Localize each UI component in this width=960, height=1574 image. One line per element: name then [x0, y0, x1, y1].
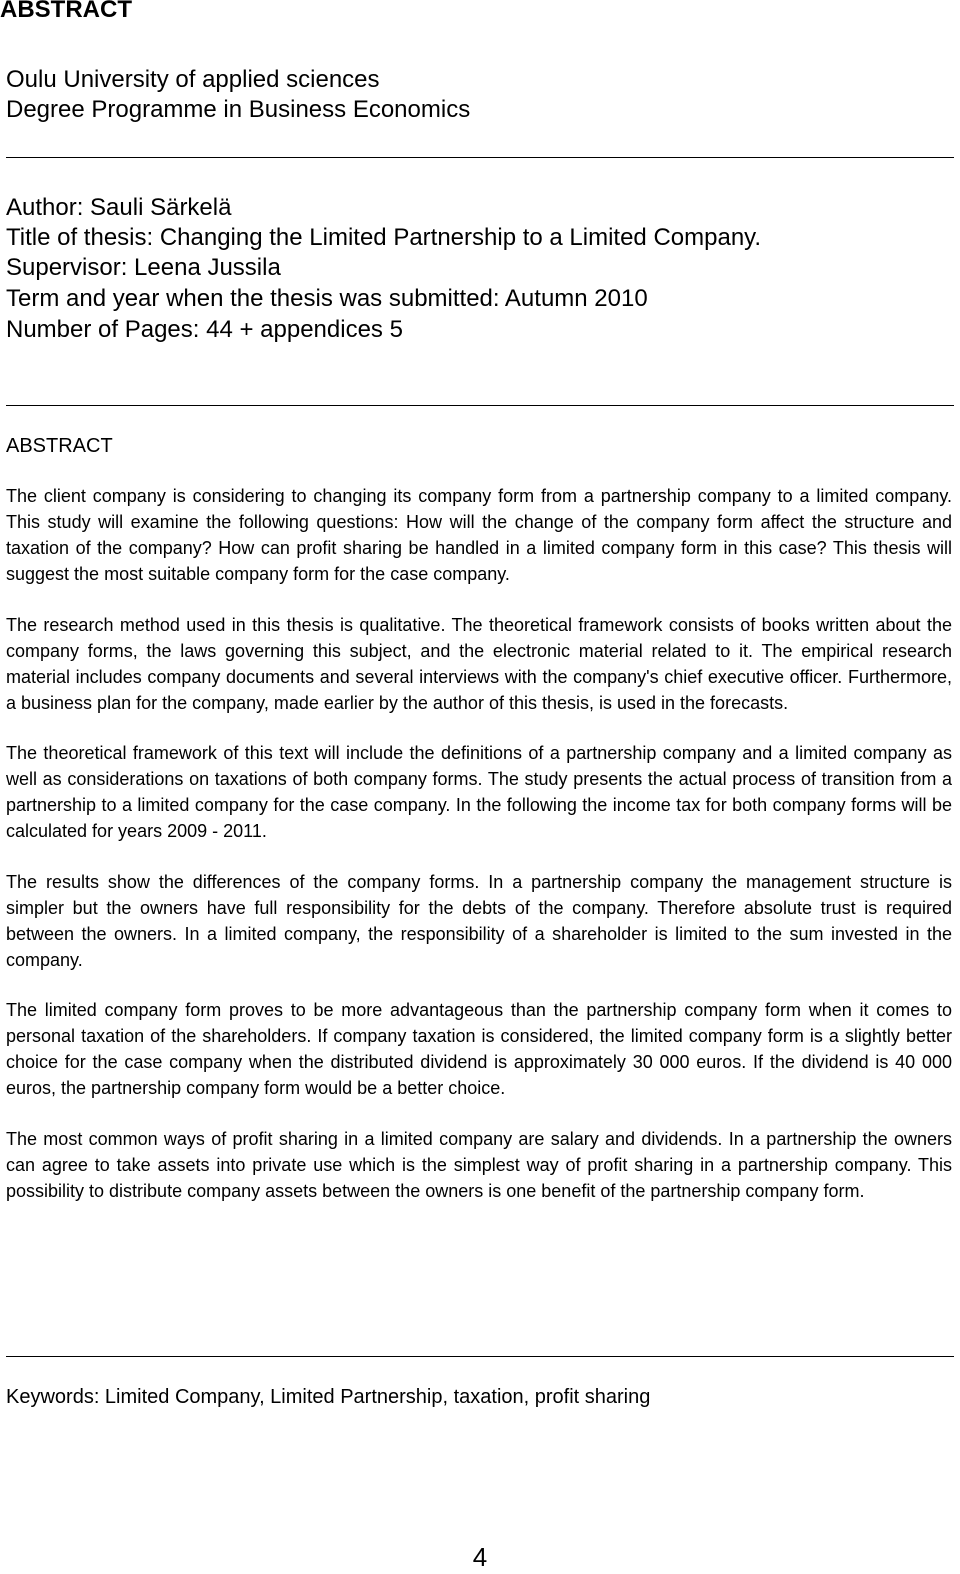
abstract-paragraph-1: The client company is considering to changing its company form from a partnership company to a limited company. This study will examine the following questions: How will the change of the company form affect the structure and taxation of the company? How can profit sharing be handled in a limited company form in this case? This thesis will suggest the most suitable company form for the case company. — [6, 486, 952, 584]
thesis-term: Term and year when the thesis was submitted: Autumn 2010 — [6, 285, 648, 312]
page-heading: ABSTRACT — [0, 0, 132, 23]
institution-school: Oulu University of applied sciences — [6, 66, 380, 93]
divider-top — [6, 157, 954, 158]
institution-programme: Degree Programme in Business Economics — [6, 96, 471, 123]
abstract-label: ABSTRACT — [6, 435, 113, 457]
keywords-line: Keywords: Limited Company, Limited Partnership, taxation, profit sharing — [6, 1386, 651, 1408]
thesis-supervisor: Supervisor: Leena Jussila — [6, 254, 281, 281]
thesis-title: Title of thesis: Changing the Limited Partnership to a Limited Company. — [6, 224, 762, 251]
abstract-paragraph-4: The results show the differences of the company forms. In a partnership company the management structure is simpler but the owners have full responsibility for the debts of the company. Therefore absolute trust is required between the owners. In a limited company, the responsibility of a shareholder is limited to the sum invested in the company. — [6, 871, 952, 970]
abstract-paragraph-2: The research method used in this thesis is qualitative. The theoretical framework consists of books written about the company forms, the laws governing this subject, and the electronic material related to it. The empirical research material includes company documents and several interviews with the company's chief executive officer. Furthermore, a business plan for the company, made earlier by the author of this thesis, is used in the forecasts. — [6, 614, 952, 713]
abstract-body — [6, 483, 952, 1228]
thesis-author: Author: Sauli Särkelä — [6, 194, 232, 221]
abstract-paragraph-3: The theoretical framework of this text will include the definitions of a partnership company and a limited company as well as considerations on taxations of both company forms. The study presents the actual process of transition from a partnership to a limited company for the case company. In the following the income tax for both company forms will be calculated for years 2009 - 2011. — [6, 743, 952, 841]
divider-bottom — [6, 1356, 954, 1357]
divider-middle — [6, 405, 954, 406]
abstract-paragraph-6: The most common ways of profit sharing in a limited company are salary and dividends. In a partnership the owners can agree to take assets into private use which is the simplest way of profit sharing in a partnership company. This possibility to distribute company assets between the owners is one benefit of the partnership company form. — [6, 1128, 952, 1201]
abstract-paragraph-5: The limited company form proves to be more advantageous than the partnership company form when it comes to personal taxation of the shareholders. If company taxation is considered, the limited company form is a slightly better choice for the case company when the distributed dividend is approximately 30 000 euros. If the dividend is 40 000 euros, the partnership company form would be a better choice. — [6, 1000, 952, 1098]
thesis-pages: Number of Pages: 44 + appendices 5 — [6, 316, 403, 343]
page-number: 4 — [472, 1542, 488, 1572]
